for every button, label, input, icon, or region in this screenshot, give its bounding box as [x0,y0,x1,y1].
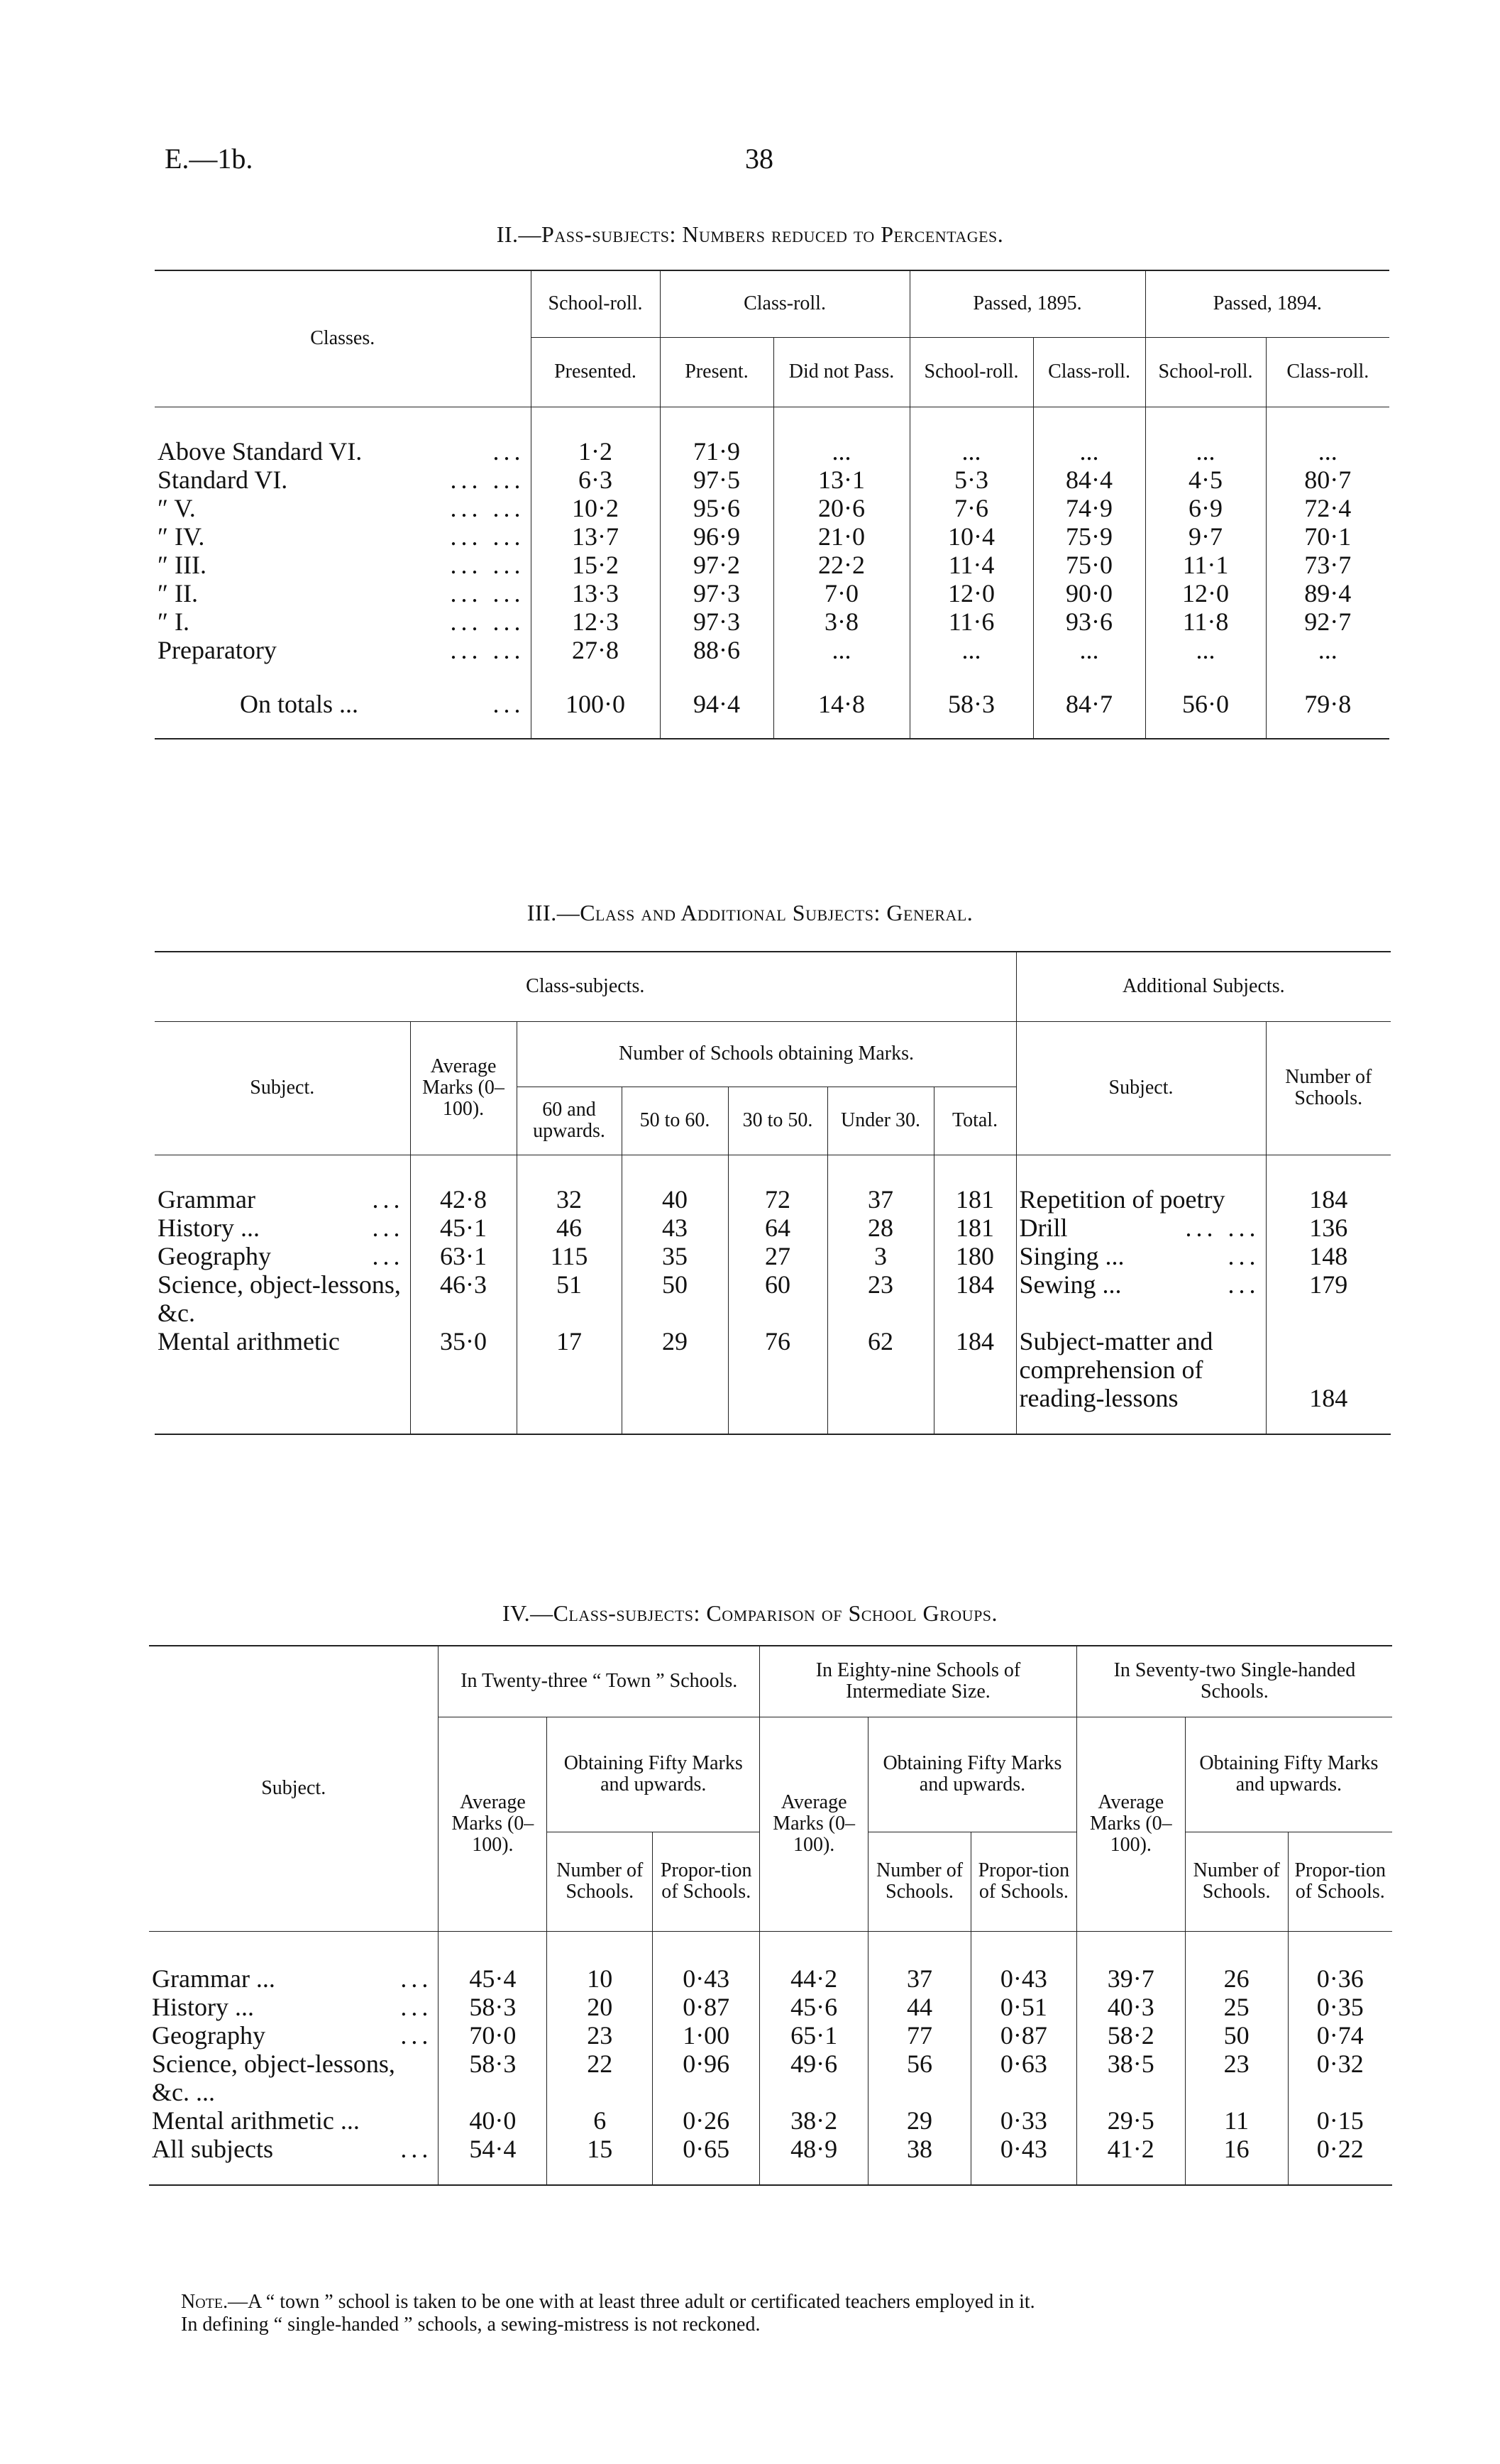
leader-dots: ... ... [450,550,525,579]
table-cell: 15·2 [531,551,660,579]
sub-number-town: Number of Schools. [547,1832,653,1931]
table-row [155,551,1389,579]
table-cell: 76 [728,1327,827,1434]
leader-dots: ... ... [450,522,525,551]
table-cell: 1·2 [531,407,660,466]
row-label: ″ V. [158,493,196,522]
table-cell: 40·3 [1076,1993,1185,2021]
footnote [181,2291,1401,2336]
row-label: Geography [158,1241,271,1270]
table-cell: 12·3 [531,607,660,636]
table-cell: 74·9 [1033,494,1145,522]
table-cell: 11·1 [1145,551,1266,579]
table-cell: ... [1266,636,1389,683]
table-row [155,466,1389,494]
table-cell: 9·7 [1145,522,1266,551]
table-cell: 58·3 [439,1993,547,2021]
table-cell: 40·0 [439,2106,547,2135]
table-cell: 14·8 [773,683,910,739]
note-label: Note.— [181,2291,248,2313]
sub-60-and-upwards: 60 and upwards. [517,1087,622,1155]
table-cell: 97·5 [660,466,773,494]
table-cell: 45·4 [439,1932,547,1993]
table-cell: 70·0 [439,2021,547,2050]
table-cell: 56 [868,2050,971,2106]
table-cell: 6·3 [531,466,660,494]
page-header [0,142,1500,185]
table-row [155,1242,1391,1270]
row-label: Grammar ... [152,1964,275,1993]
row-label: Mental arithmetic ... [152,2106,360,2135]
table-cell: 25 [1185,1993,1288,2021]
table-row [149,2021,1392,2050]
table-cell: 17 [517,1327,622,1434]
table-row [155,607,1389,636]
sub-obtaining-intermediate: Obtaining Fifty Marks and upwards. [868,1717,1077,1832]
col-average-intermediate: Average Marks (0–100). [760,1717,868,1931]
table-cell: 0·33 [971,2106,1076,2135]
table-row [149,2050,1392,2106]
row-label: Grammar [158,1184,255,1214]
table-cell: 11·4 [910,551,1033,579]
table-row [155,636,1389,683]
sub-present: Present. [660,337,773,407]
col-average-town: Average Marks (0–100). [439,1717,547,1931]
table-cell: 84·4 [1033,466,1145,494]
totals-row [155,683,1389,739]
table-cell: 180 [934,1242,1016,1270]
col-average-marks: Average Marks (0–100). [410,1021,517,1155]
table-cell: 29 [868,2106,971,2135]
row-label: ″ III. [158,550,206,579]
table-row [149,1993,1392,2021]
table-cell: 43 [622,1214,728,1242]
table-cell: 92·7 [1266,607,1389,636]
table-cell: 37 [827,1155,934,1214]
table-row [155,1155,1391,1214]
col-passed-1895: Passed, 1895. [910,270,1145,337]
sub-presented: Presented. [531,337,660,407]
table-row [155,579,1389,607]
table-cell: 3 [827,1242,934,1270]
table-cell: 11·8 [1145,607,1266,636]
table-cell: 60 [728,1270,827,1327]
totals-label: On totals ... [240,689,358,718]
leader-dots: ... [1228,1241,1260,1270]
table-cell: ... [773,636,910,683]
table-cell: 3·8 [773,607,910,636]
table-cell: 20 [547,1993,653,2021]
table-cell: 44 [868,1993,971,2021]
table2-title: II.—Pass-subjects: Numbers reduced to Percentages. [496,221,1004,247]
table-cell: 0·43 [971,2135,1076,2185]
row-label: Preparatory [158,635,277,664]
row-label: ″ II. [158,578,198,607]
table-cell: 75·0 [1033,551,1145,579]
table-cell: 0·22 [1288,2135,1392,2185]
leader-dots: ... [400,1964,433,1993]
document-code: E.—1b. [165,143,253,175]
table-row [149,2135,1392,2185]
table-cell: ... [1033,636,1145,683]
table-cell: 6·9 [1145,494,1266,522]
table-cell: ... [910,407,1033,466]
table-cell: 1·00 [653,2021,760,2050]
table-cell: 54·4 [439,2135,547,2185]
sub-proportion-single: Propor-tion of Schools. [1288,1832,1392,1931]
table-cell: ... [1266,407,1389,466]
additional-subject-label: Drill [1019,1213,1068,1242]
table-cell: 95·6 [660,494,773,522]
row-label: Geography [152,2020,265,2050]
table-cell: 4·5 [1145,466,1266,494]
table-cell: 45·1 [410,1214,517,1242]
col-class-roll: Class-roll. [660,270,910,337]
table-cell: 100·0 [531,683,660,739]
table-cell: 56·0 [1145,683,1266,739]
table-cell: 58·3 [910,683,1033,739]
table-cell: 10·4 [910,522,1033,551]
table-row [155,407,1389,466]
note-text-1: A “ town ” school is taken to be one with at least three adult or certificated teachers employed in it. [248,2291,1035,2313]
leader-dots: ... ... [450,607,525,636]
table-cell: 0·87 [653,1993,760,2021]
table-cell: 21·0 [773,522,910,551]
row-label: History ... [152,1992,254,2021]
table-cell: 11 [1185,2106,1288,2135]
table-cell: 79·8 [1266,683,1389,739]
table-cell: 70·1 [1266,522,1389,551]
table-cell: 0·32 [1288,2050,1392,2106]
table-cell: 27 [728,1242,827,1270]
sub-school-roll-1895: School-roll. [910,337,1033,407]
table-cell: 72·4 [1266,494,1389,522]
table-row [155,1270,1391,1327]
table-cell: 62 [827,1327,934,1434]
sub-50-to-60: 50 to 60. [622,1087,728,1155]
table-cell: 65·1 [760,2021,868,2050]
table-cell: 38 [868,2135,971,2185]
pass-subjects-table [155,270,1389,739]
table-cell: 184 [934,1327,1016,1434]
table-cell: 26 [1185,1932,1288,1993]
table-cell: 0·36 [1288,1932,1392,1993]
table-cell: 94·4 [660,683,773,739]
sub-number-intermediate: Number of Schools. [868,1832,971,1931]
additional-subject-label: Repetition of poetry [1019,1184,1225,1214]
table-cell: 44·2 [760,1932,868,1993]
table-cell: 40 [622,1155,728,1214]
table-cell: 50 [622,1270,728,1327]
row-label: Science, object-lessons, &c. [158,1270,401,1327]
table-cell: 35 [622,1242,728,1270]
leader-dots: ... [1228,1270,1260,1299]
additional-subject-label: Subject-matter and comprehension of reading-lessons [1019,1326,1213,1412]
leader-dots: ... ... [450,578,525,607]
table-cell: 41·2 [1076,2135,1185,2185]
table-cell: 10·2 [531,494,660,522]
class-additional-subjects-table [155,951,1391,1435]
row-label: ″ IV. [158,522,205,551]
table-cell: 13·3 [531,579,660,607]
table-cell: 71·9 [660,407,773,466]
table-cell: 38·5 [1076,2050,1185,2106]
table-cell: 181 [934,1155,1016,1214]
row-label: History ... [158,1213,260,1242]
table-row [149,1932,1392,1993]
table-cell: 13·1 [773,466,910,494]
table-cell: 0·51 [971,1993,1076,2021]
table-cell: 46·3 [410,1270,517,1327]
leader-dots: ... ... [450,635,525,664]
table-cell: 10 [547,1932,653,1993]
group-intermediate-schools: In Eighty-nine Schools of Intermediate Size. [760,1646,1077,1717]
table-cell: 15 [547,2135,653,2185]
table-cell: 22 [547,2050,653,2106]
table-cell: ... [1145,636,1266,683]
leader-dots: ... [492,689,525,718]
table-cell: 97·3 [660,579,773,607]
table-cell: 27·8 [531,636,660,683]
group-single-handed-schools: In Seventy-two Single-handed Schools. [1076,1646,1392,1717]
leader-dots: ... [400,1992,433,2021]
table-cell: 51 [517,1270,622,1327]
table-cell: 28 [827,1214,934,1242]
leader-dots: ... [372,1213,404,1242]
table-cell: ... [910,636,1033,683]
table-cell: 13·7 [531,522,660,551]
table-cell: 0·65 [653,2135,760,2185]
col-additional-subject: Subject. [1016,1021,1266,1155]
table-cell: 35·0 [410,1327,517,1434]
table-cell: 179 [1266,1270,1391,1327]
col-subject: Subject. [149,1646,439,1931]
sub-class-roll-1895: Class-roll. [1033,337,1145,407]
table-cell: 63·1 [410,1242,517,1270]
table-cell: 89·4 [1266,579,1389,607]
page-number: 38 [745,143,773,175]
leader-dots: ... ... [450,465,525,494]
sub-number-single: Number of Schools. [1185,1832,1288,1931]
table-cell: 181 [934,1214,1016,1242]
leader-dots: ... ... [1185,1213,1260,1242]
row-label: All subjects [152,2134,273,2163]
table-cell: 37 [868,1932,971,1993]
table-cell: 88·6 [660,636,773,683]
table-cell: 29·5 [1076,2106,1185,2135]
table-cell: 184 [1266,1327,1391,1434]
table-cell: 84·7 [1033,683,1145,739]
table-cell: 184 [1266,1155,1391,1214]
sub-obtaining-town: Obtaining Fifty Marks and upwards. [547,1717,760,1832]
row-label: Above Standard VI. [158,436,363,466]
table-row [149,2106,1392,2135]
table-cell: 115 [517,1242,622,1270]
table-cell: 93·6 [1033,607,1145,636]
table-cell: 29 [622,1327,728,1434]
table-cell: 45·6 [760,1993,868,2021]
table-cell: 136 [1266,1214,1391,1242]
table-cell: 12·0 [1145,579,1266,607]
table-cell: 7·0 [773,579,910,607]
group-town-schools: In Twenty-three “ Town ” Schools. [439,1646,760,1717]
sub-30-to-50: 30 to 50. [728,1087,827,1155]
table-cell: 0·87 [971,2021,1076,2050]
table-cell: 39·7 [1076,1932,1185,1993]
school-groups-comparison-table [149,1645,1392,2186]
col-average-single: Average Marks (0–100). [1076,1717,1185,1931]
table-cell: 0·74 [1288,2021,1392,2050]
table-cell: 20·6 [773,494,910,522]
leader-dots: ... [492,436,525,466]
table-row [155,1214,1391,1242]
table-cell: 23 [547,2021,653,2050]
row-label: ″ I. [158,607,189,636]
table-cell: 90·0 [1033,579,1145,607]
table-cell: 22·2 [773,551,910,579]
group-class-subjects: Class-subjects. [155,952,1016,1021]
col-additional-number: Number of Schools. [1266,1021,1391,1155]
col-passed-1894: Passed, 1894. [1145,270,1389,337]
table-cell: 77 [868,2021,971,2050]
table-cell: 50 [1185,2021,1288,2050]
table-cell: 80·7 [1266,466,1389,494]
table-cell: 7·6 [910,494,1033,522]
table-cell: 96·9 [660,522,773,551]
footnote-line [181,2291,1401,2314]
table-cell: 148 [1266,1242,1391,1270]
table-cell: 0·26 [653,2106,760,2135]
table-cell: ... [773,407,910,466]
table-cell: 0·15 [1288,2106,1392,2135]
table-cell: 64 [728,1214,827,1242]
leader-dots: ... [372,1241,404,1270]
sub-proportion-town: Propor-tion of Schools. [653,1832,760,1931]
table-cell: 48·9 [760,2135,868,2185]
col-classes: Classes. [155,270,531,407]
table-cell: 11·6 [910,607,1033,636]
table-cell: 23 [827,1270,934,1327]
additional-subject-label: Sewing ... [1019,1270,1122,1299]
table-row [155,522,1389,551]
sub-proportion-intermediate: Propor-tion of Schools. [971,1832,1076,1931]
table-cell: 6 [547,2106,653,2135]
col-subject: Subject. [155,1021,410,1155]
table-cell: ... [1033,407,1145,466]
table-cell: 0·63 [971,2050,1076,2106]
table-cell: 97·2 [660,551,773,579]
sub-class-roll-1894: Class-roll. [1266,337,1389,407]
leader-dots: ... [400,2134,433,2163]
table-cell: 73·7 [1266,551,1389,579]
table-cell: 16 [1185,2135,1288,2185]
leader-dots: ... [400,2020,433,2050]
sub-school-roll-1894: School-roll. [1145,337,1266,407]
row-label: Mental arithmetic [158,1326,340,1355]
table-cell: 184 [934,1270,1016,1327]
table-cell: 58·2 [1076,2021,1185,2050]
table-cell: 46 [517,1214,622,1242]
group-additional-subjects: Additional Subjects. [1016,952,1391,1021]
table3-title: III.—Class and Additional Subjects: General. [526,900,974,925]
table-cell: 72 [728,1155,827,1214]
table-cell: 32 [517,1155,622,1214]
group-number-of-schools: Number of Schools obtaining Marks. [517,1021,1016,1087]
table-cell: 0·43 [971,1932,1076,1993]
row-label: Science, object-lessons, &c. ... [152,2049,395,2106]
sub-total: Total. [934,1087,1016,1155]
table-cell: 75·9 [1033,522,1145,551]
table-cell: 38·2 [760,2106,868,2135]
leader-dots: ... ... [450,493,525,522]
table-cell: 0·43 [653,1932,760,1993]
table-cell: 42·8 [410,1155,517,1214]
table-row [155,1327,1391,1434]
table-cell: 58·3 [439,2050,547,2106]
table-cell: ... [1145,407,1266,466]
table-cell: 0·35 [1288,1993,1392,2021]
table-cell: 49·6 [760,2050,868,2106]
table-cell: 23 [1185,2050,1288,2106]
row-label: Standard VI. [158,465,288,494]
note-text-2: In defining “ single-handed ” schools, a sewing-mistress is not reckoned. [181,2314,761,2336]
table4-title: IV.—Class-subjects: Comparison of School Groups. [502,1600,998,1626]
sub-under-30: Under 30. [827,1087,934,1155]
table-row [155,494,1389,522]
table-cell: 0·96 [653,2050,760,2106]
sub-obtaining-single: Obtaining Fifty Marks and upwards. [1185,1717,1392,1832]
additional-subject-label: Singing ... [1019,1241,1125,1270]
table-cell: 12·0 [910,579,1033,607]
sub-did-not-pass: Did not Pass. [773,337,910,407]
leader-dots: ... [372,1184,404,1214]
col-school-roll: School-roll. [531,270,660,337]
table-cell: 5·3 [910,466,1033,494]
table-cell: 97·3 [660,607,773,636]
